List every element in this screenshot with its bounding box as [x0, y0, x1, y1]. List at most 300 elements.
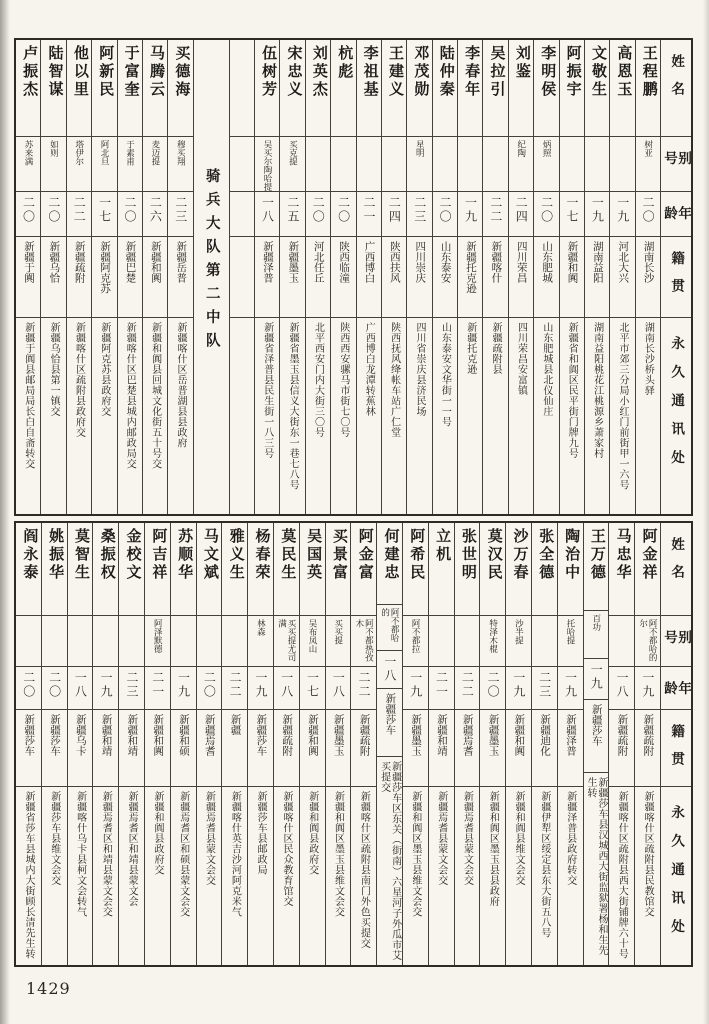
person-origin-cell	[41, 237, 65, 318]
person-name-cell	[483, 40, 507, 137]
person-column	[608, 523, 634, 965]
person-address-text: 新疆莎车县维文会交	[48, 791, 60, 886]
person-age-text: 二六	[148, 196, 163, 224]
person-age-text: 二〇	[21, 671, 36, 699]
person-origin-cell	[16, 710, 41, 787]
person-origin-cell	[42, 710, 67, 787]
person-age-cell	[585, 192, 609, 237]
person-age-cell	[403, 667, 428, 710]
person-name-cell	[16, 40, 40, 137]
person-age-cell	[306, 192, 330, 237]
person-age-cell	[458, 192, 482, 237]
person-age-text: 二〇	[21, 196, 36, 224]
person-address-cell	[377, 757, 402, 965]
person-age-text: 二〇	[336, 196, 351, 224]
person-origin-text: 山东泰安	[439, 241, 451, 283]
person-alias-text: 星明	[415, 140, 426, 157]
person-address-cell	[635, 787, 660, 965]
person-age-text: 一九	[590, 196, 605, 224]
person-origin-text: 新疆泽普	[261, 241, 273, 283]
person-origin-text: 新疆疏附	[358, 714, 370, 756]
person-column	[142, 40, 167, 514]
person-address-text: 新疆托克逊	[464, 322, 476, 375]
person-age-text: 二〇	[311, 196, 326, 224]
person-column	[634, 523, 660, 965]
person-address-cell	[351, 787, 376, 965]
person-alias-text: 买买提尤司满	[277, 619, 297, 662]
person-address-cell	[610, 318, 634, 514]
person-origin-cell	[455, 710, 480, 787]
person-column	[16, 40, 40, 514]
person-name-text: 阿金富	[356, 528, 373, 582]
person-name-cell	[41, 40, 65, 137]
person-origin-text: 新疆疏附	[616, 714, 628, 756]
person-alias-cell	[331, 137, 355, 192]
person-name-cell	[382, 40, 406, 137]
person-column	[428, 523, 454, 965]
person-column	[325, 523, 351, 965]
person-age-cell	[377, 651, 402, 689]
person-alias-cell	[506, 616, 531, 667]
header-age-cell	[661, 667, 691, 710]
person-age-cell	[143, 192, 167, 237]
person-name-text: 李春年	[463, 45, 480, 99]
person-alias-text: 阿不都哈的	[380, 608, 401, 643]
person-alias-cell	[429, 616, 454, 667]
person-alias-cell	[534, 137, 558, 192]
person-age-cell	[280, 192, 304, 237]
person-column	[117, 40, 142, 514]
person-origin-text: 新疆莎车	[384, 692, 396, 735]
person-name-cell	[407, 40, 431, 137]
person-column	[279, 40, 304, 514]
person-column	[376, 523, 402, 965]
person-origin-cell	[92, 237, 116, 318]
blank-cell	[230, 192, 254, 237]
person-address-text: 四川省崇庆县济民场	[413, 322, 425, 417]
person-origin-cell	[506, 710, 531, 787]
person-alias-cell	[382, 137, 406, 192]
person-alias-text: 林森	[256, 619, 267, 636]
person-origin-cell	[509, 237, 533, 318]
person-alias-cell	[357, 137, 381, 192]
person-name-text: 买德海	[173, 45, 190, 99]
person-address-text: 新疆莎车县汉城西大街监狱署杨和生先生转	[585, 776, 607, 956]
person-address-cell	[532, 787, 557, 965]
person-address-cell	[433, 318, 457, 514]
person-name-cell	[171, 523, 196, 616]
person-address-cell	[16, 318, 40, 514]
person-name-text: 王万德	[588, 528, 605, 582]
header-age-text: 年龄	[662, 206, 691, 234]
person-name-text: 莫民生	[279, 528, 296, 582]
person-alias-cell	[300, 616, 325, 667]
person-column	[583, 523, 609, 965]
person-origin-text: 新疆莎车	[590, 703, 602, 746]
person-address-cell	[255, 318, 279, 514]
person-age-text: 二〇	[539, 196, 554, 224]
person-name-cell	[300, 523, 325, 616]
person-name-cell	[610, 40, 634, 137]
person-age-cell	[610, 192, 634, 237]
person-name-cell	[506, 523, 531, 616]
person-address-cell	[280, 318, 304, 514]
person-alias-cell	[16, 616, 41, 667]
person-origin-text: 新疆和靖	[100, 714, 112, 756]
person-age-text: 一七	[305, 671, 320, 699]
person-address-text: 新疆省莎车县城内大街顾长清先生转	[22, 791, 34, 959]
person-origin-cell	[429, 710, 454, 787]
person-address-cell	[248, 787, 273, 965]
person-name-cell	[118, 40, 142, 137]
person-alias-cell	[93, 616, 118, 667]
person-address-text: 新疆焉耆县蒙文会交	[461, 791, 473, 886]
person-age-cell	[560, 192, 584, 237]
person-origin-text: 新疆墨玉	[410, 714, 422, 756]
person-alias-cell	[171, 616, 196, 667]
person-name-cell	[429, 523, 454, 616]
person-age-text: 一九	[463, 196, 478, 224]
person-age-text: 二五	[285, 196, 300, 224]
person-address-text: 山东肥城县北仪仙庄	[540, 322, 552, 417]
person-address-text: 四川荣昌安富镇	[515, 322, 527, 396]
person-address-text: 新疆省墨玉县信义大街东一巷七八号	[287, 322, 299, 490]
person-origin-cell	[532, 710, 557, 787]
person-address-cell	[331, 318, 355, 514]
header-age-cell	[661, 192, 691, 237]
person-age-text: 二〇	[486, 671, 501, 699]
person-name-cell	[331, 40, 355, 137]
person-origin-text: 新疆和靖	[435, 714, 447, 756]
person-age-cell	[222, 667, 247, 710]
person-age-cell	[197, 667, 222, 710]
person-address-text: 新疆喀什区疏附县西大街铺牌六十号	[616, 791, 628, 959]
person-address-cell	[560, 318, 584, 514]
person-address-cell	[143, 318, 167, 514]
person-name-cell	[458, 40, 482, 137]
person-alias-text: 吴买尔陶哈提	[262, 140, 273, 191]
person-column	[432, 40, 457, 514]
person-alias-cell	[67, 137, 91, 192]
header-name-cell	[661, 40, 691, 137]
person-origin-cell	[168, 237, 192, 318]
person-origin-cell	[143, 237, 167, 318]
person-name-cell	[306, 40, 330, 137]
person-name-cell	[42, 523, 67, 616]
person-age-cell	[255, 192, 279, 237]
person-address-cell	[274, 787, 299, 965]
person-alias-cell	[636, 137, 660, 192]
person-address-text: 新疆和阗县回城文化街五十号交	[149, 322, 161, 469]
person-alias-cell	[351, 616, 376, 667]
person-alias-cell	[274, 616, 299, 667]
person-origin-text: 新疆疏附	[73, 241, 85, 283]
person-name-text: 宋忠义	[285, 45, 302, 99]
person-column	[330, 40, 355, 514]
person-address-cell	[407, 318, 431, 514]
person-column	[254, 40, 279, 514]
person-age-text: 二四	[387, 196, 402, 224]
person-name-cell	[558, 523, 583, 616]
person-column	[305, 40, 330, 514]
person-name-cell	[534, 40, 558, 137]
person-address-cell	[382, 318, 406, 514]
person-origin-text: 新疆岳普	[175, 241, 187, 283]
person-origin-cell	[326, 710, 351, 787]
person-origin-cell	[280, 237, 304, 318]
person-alias-cell	[480, 616, 505, 667]
person-column	[533, 40, 558, 514]
person-name-text: 张世明	[459, 528, 476, 582]
person-age-cell	[16, 667, 41, 710]
person-name-cell	[16, 523, 41, 616]
person-name-text: 杭彪	[336, 45, 353, 81]
top-roster-table	[14, 38, 693, 516]
person-alias-cell	[197, 616, 222, 667]
person-address-text: 新疆喀什区疏附县政府交	[73, 322, 85, 438]
person-alias-cell	[403, 616, 428, 667]
person-alias-cell	[222, 616, 247, 667]
person-age-cell	[532, 667, 557, 710]
person-address-text: 新疆喀什区民众教育馆交	[280, 791, 292, 907]
header-alias-text: 别号	[662, 151, 691, 179]
person-name-cell	[326, 523, 351, 616]
person-address-cell	[42, 787, 67, 965]
person-name-text: 桑振权	[98, 528, 115, 582]
person-alias-cell	[143, 137, 167, 192]
person-column	[479, 523, 505, 965]
person-origin-cell	[274, 710, 299, 787]
person-origin-cell	[171, 710, 196, 787]
blank-cell	[230, 137, 254, 192]
person-origin-text: 新疆和阗	[306, 714, 318, 756]
person-name-cell	[145, 523, 170, 616]
person-alias-cell	[483, 137, 507, 192]
person-name-text: 陆智谋	[46, 45, 63, 99]
person-age-text: 一八	[73, 671, 88, 699]
header-origin-text: 籍贯	[669, 251, 685, 306]
person-age-cell	[483, 192, 507, 237]
person-age-cell	[326, 667, 351, 710]
person-name-cell	[433, 40, 457, 137]
person-name-text: 雅义生	[227, 528, 244, 582]
person-address-text: 新疆和阗区墨玉县县政府	[487, 791, 499, 907]
person-address-text: 新疆喀什区巴楚县城内邮政局交	[124, 322, 136, 469]
person-alias-cell	[455, 616, 480, 667]
person-age-cell	[118, 192, 142, 237]
person-origin-text: 河北大兴	[617, 241, 629, 283]
person-origin-text: 新疆焉耆	[203, 714, 215, 756]
person-age-cell	[534, 192, 558, 237]
person-address-cell	[584, 773, 609, 965]
person-column	[66, 40, 91, 514]
person-column	[454, 523, 480, 965]
person-address-cell	[118, 318, 142, 514]
person-column	[67, 523, 93, 965]
person-origin-text: 湖南益阳	[591, 241, 603, 283]
person-origin-text: 山东肥城	[541, 241, 553, 283]
person-name-cell	[197, 523, 222, 616]
person-age-text: 二三	[124, 671, 139, 699]
person-origin-text: 新疆焉耆	[461, 714, 473, 756]
person-address-text: 新疆乌恰县第一镇交	[48, 322, 60, 417]
person-origin-text: 新疆阿克苏	[99, 241, 111, 294]
person-address-cell	[41, 318, 65, 514]
person-address-cell	[483, 318, 507, 514]
person-origin-cell	[93, 710, 118, 787]
person-name-cell	[585, 40, 609, 137]
person-address-cell	[636, 318, 660, 514]
person-name-text: 马忠华	[614, 528, 631, 582]
person-origin-cell	[248, 710, 273, 787]
header-origin-text: 籍贯	[669, 724, 685, 779]
person-alias-text: 麦迈提	[150, 140, 161, 166]
person-age-cell	[300, 667, 325, 710]
person-origin-cell	[145, 710, 170, 787]
person-alias-cell	[145, 616, 170, 667]
person-age-cell	[42, 667, 67, 710]
person-age-text: 二一	[434, 671, 449, 699]
person-origin-text: 新疆墨玉	[332, 714, 344, 756]
person-age-text: 一七	[97, 196, 112, 224]
person-address-text: 新疆省泽普县民生街一八三号	[261, 322, 273, 459]
person-origin-text: 新疆喀什	[490, 241, 502, 283]
person-alias-text: 特泽木棍	[488, 619, 499, 653]
person-address-text: 新疆和阗县政府交	[151, 791, 163, 875]
person-alias-text: 纪陶	[516, 140, 527, 157]
header-alias-cell	[661, 137, 691, 192]
person-name-cell	[357, 40, 381, 137]
person-age-cell	[41, 192, 65, 237]
person-name-cell	[455, 523, 480, 616]
person-alias-text: 阿泽默德	[153, 619, 164, 653]
person-column	[381, 40, 406, 514]
person-address-text: 新疆喀什区岳普湖县县政府	[174, 322, 186, 448]
person-column	[299, 523, 325, 965]
person-origin-cell	[255, 237, 279, 318]
person-address-text: 广西博白龙潭转蕉林	[363, 322, 375, 417]
person-name-text: 王建义	[386, 45, 403, 99]
person-age-text: 二一	[361, 196, 376, 224]
person-age-cell	[509, 192, 533, 237]
person-age-text: 二四	[514, 196, 529, 224]
header-address-cell	[661, 787, 691, 965]
person-age-text: 二〇	[122, 196, 137, 224]
person-origin-text: 新疆乌卡	[74, 714, 86, 756]
person-name-text: 阿金祥	[640, 528, 657, 582]
person-name-text: 陆仲秦	[437, 45, 454, 99]
person-name-cell	[255, 40, 279, 137]
blank-cell	[230, 40, 254, 137]
person-alias-cell	[532, 616, 557, 667]
person-age-cell	[168, 192, 192, 237]
person-age-cell	[119, 667, 144, 710]
person-age-text: 一九	[99, 671, 114, 699]
person-name-text: 李明侯	[539, 45, 556, 99]
person-address-cell	[171, 787, 196, 965]
person-name-text: 姚振华	[47, 528, 64, 582]
person-origin-text: 新疆墨玉	[487, 714, 499, 756]
person-age-cell	[274, 667, 299, 710]
person-address-text: 新疆焉耆区和硕县蒙文会交	[177, 791, 189, 917]
person-alias-text: 如则	[49, 140, 60, 157]
person-name-cell	[480, 523, 505, 616]
person-origin-text: 四川崇庆	[414, 241, 426, 283]
person-origin-cell	[68, 710, 93, 787]
person-column	[402, 523, 428, 965]
person-age-text: 一七	[564, 196, 579, 224]
person-alias-cell	[255, 137, 279, 192]
person-age-text: 一九	[640, 671, 655, 699]
person-name-cell	[403, 523, 428, 616]
person-age-cell	[609, 667, 634, 710]
person-alias-text: 阿北旦	[100, 140, 111, 166]
person-column	[457, 40, 482, 514]
person-address-text: 北平西安门内大街三〇号	[312, 322, 324, 438]
person-alias-cell	[118, 137, 142, 192]
person-column	[406, 40, 431, 514]
person-column	[531, 523, 557, 965]
person-address-cell	[145, 787, 170, 965]
person-origin-cell	[67, 237, 91, 318]
person-name-text: 刘鉴	[513, 45, 530, 81]
bottom-table-grid	[16, 523, 691, 965]
person-origin-cell	[357, 237, 381, 318]
unit-divider-column	[193, 40, 229, 514]
person-origin-cell	[382, 237, 406, 318]
person-address-cell	[357, 318, 381, 514]
person-address-text: 新疆伊犁区绥定县东大街五八号	[538, 791, 550, 938]
person-address-cell	[585, 318, 609, 514]
person-column	[584, 40, 609, 514]
person-address-text: 新疆和阗区墨玉县维文会交	[409, 791, 421, 917]
person-name-text: 苏顺华	[176, 528, 193, 582]
person-age-text: 二〇	[438, 196, 453, 224]
person-age-text: 二二	[228, 671, 243, 699]
person-origin-text: 新疆	[229, 714, 241, 735]
person-age-text: 一八	[615, 671, 630, 699]
person-address-cell	[119, 787, 144, 965]
person-name-text: 阿吉祥	[150, 528, 167, 582]
person-column	[482, 40, 507, 514]
person-address-text: 陕西西安骡马市街七〇号	[337, 322, 349, 438]
person-age-cell	[407, 192, 431, 237]
person-age-text: 二〇	[47, 671, 62, 699]
person-origin-cell	[483, 237, 507, 318]
person-name-text: 买景富	[330, 528, 347, 582]
person-origin-cell	[480, 710, 505, 787]
header-address-cell	[661, 318, 691, 514]
person-age-text: 一八	[260, 196, 275, 224]
person-address-text: 新疆于阗县邮局局长白自斋转交	[22, 322, 34, 469]
person-alias-cell	[248, 616, 273, 667]
person-origin-text: 陕西扶风	[388, 241, 400, 283]
person-origin-cell	[610, 237, 634, 318]
person-age-text: 二〇	[46, 196, 61, 224]
person-name-cell	[67, 40, 91, 137]
person-column	[16, 523, 41, 965]
person-origin-text: 新疆莎车	[255, 714, 267, 756]
person-address-text: 山东泰安文华街一一号	[439, 322, 451, 427]
person-name-text: 邓茂勋	[412, 45, 429, 99]
person-address-text: 新疆和阗区墨玉县维文会交	[332, 791, 344, 917]
person-address-cell	[168, 318, 192, 514]
person-origin-cell	[407, 237, 431, 318]
person-name-text: 阿振宇	[564, 45, 581, 99]
person-alias-cell	[68, 616, 93, 667]
person-alias-cell	[92, 137, 116, 192]
person-age-text: 二一	[150, 671, 165, 699]
